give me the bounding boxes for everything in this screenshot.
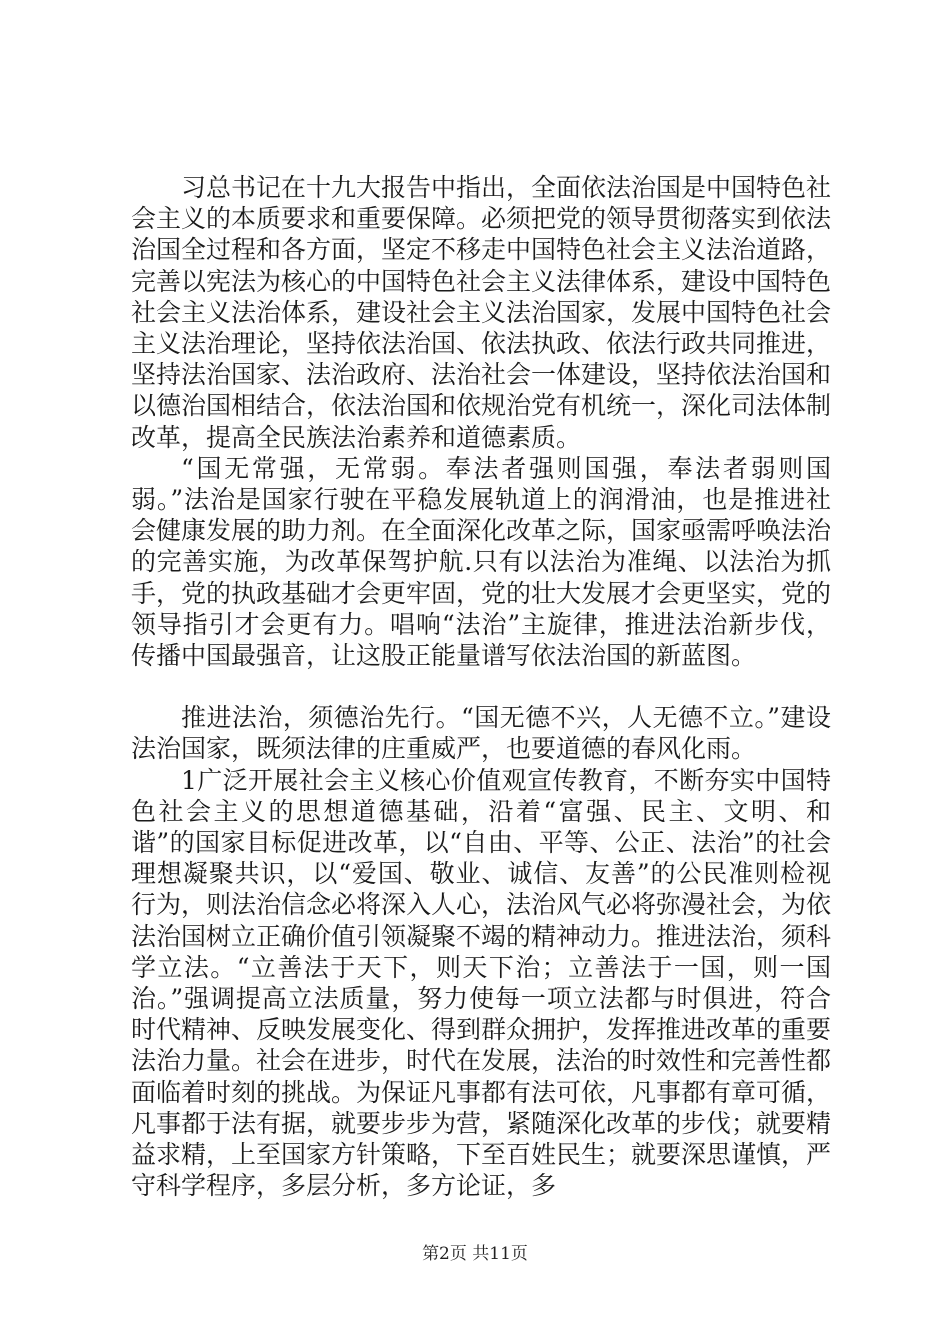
paragraph-2: “国无常强，无常弱。奉法者强则国强，奉法者弱则国弱。”法治是国家行驶在平稳发展轨道上的润滑油，也是推进社会健康发展的助力剂。在全面深化改革之际，国家亟需呼唤法治的完善实施，为改革保驾护航.只有以法治为准绳、以法治为抓手，党的执政基础才会更牢固，党的壮大发展才会更坚实，党的领导指引才会更有力。唱响“法治”主旋律，推进法治新步伐，传播中国最强音，让这股正能量谱写依法治国的新蓝图。 (131, 453, 832, 671)
page-footer: 第2页 共11页 (422, 1244, 528, 1264)
paragraph-3: 推进法治，须德治先行。“国无德不兴，人无德不立。”建设法治国家，既须法律的庄重威严，也要道德的春风化雨。 (131, 703, 831, 764)
paragraph-spacer (131, 671, 831, 702)
paragraph-4: 1广泛开展社会主义核心价值观宣传教育，不断夯实中国特色社会主义的思想道德基础，沿着“富强、民主、文明、和谐”的国家目标促进改革，以“自由、平等、公正、法治”的社会理想凝聚共识，以“爱国、敬业、诚信、友善”的公民准则检视行为，则法治信念必将深入人心，法治风气必将弥漫社会，为依法治国树立正确价值引领凝聚不竭的精神动力。推进法治，须科学立法。“立善法于天下，则天下治；立善法于一国，则一国治。”强调提高立法质量，努力使每一项立法都与时俱进，符合时代精神、反映发展变化、得到群众拥护，发挥推进改革的重要法治力量。社会在进步，时代在发展，法治的时效性和完善性都面临着时刻的挑战。为保证凡事都有法可依，凡事都有章可循，凡事都于法有据，就要步步为营，紧随深化改革的步伐；就要精益求精，上至国家方针策略，下至百姓民生；就要深思谨慎，严守科学程序，多层分析，多方论证，多 (131, 765, 832, 1201)
document-body (131, 172, 831, 1202)
paragraph-1: 习总书记在十九大报告中指出，全面依法治国是中国特色社会主义的本质要求和重要保障。必须把党的领导贯彻落实到依法治国全过程和各方面，坚定不移走中国特色社会主义法治道路，完善以宪法为核心的中国特色社会主义法律体系，建设中国特色社会主义法治体系，建设社会主义法治国家，发展中国特色社会主义法治理论，坚持依法治国、依法执政、依法行政共同推进，坚持法治国家、法治政府、法治社会一体建设，坚持依法治国和以德治国相结合，依法治国和依规治党有机统一，深化司法体制改革，提高全民族法治素养和道德素质。 (131, 173, 832, 452)
